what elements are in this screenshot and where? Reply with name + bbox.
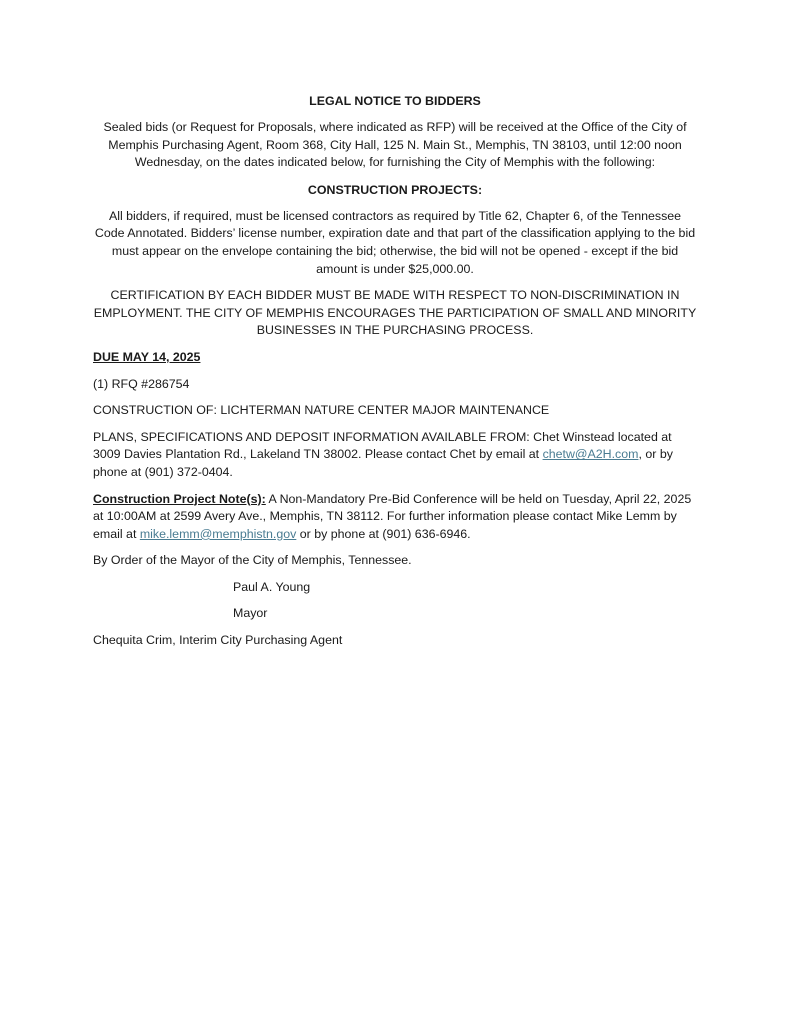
signer-title: Mayor [233, 606, 268, 621]
construction-of: CONSTRUCTION OF: LICHTERMAN NATURE CENTER MAJOR MAINTENANCE [93, 403, 550, 418]
plans-paragraph [93, 429, 697, 482]
due-date: DUE MAY 14, 2025 [93, 349, 201, 364]
order-line: By Order of the Mayor of the City of Memphis, Tennessee. [93, 553, 412, 568]
plans-text: PLANS, SPECIFICATIONS AND DEPOSIT INFORMATION AVAILABLE FROM: Chet Winstead located at 3009 Davies Plantation Rd., Lakeland TN 38002. Please contact Chet by email at [93, 429, 672, 462]
rfq-number: (1) RFQ #286754 [93, 376, 190, 391]
project-note-label: Construction Project Note(s): [93, 491, 266, 506]
mike-email-link[interactable]: mike.lemm@memphistn.gov [139, 526, 297, 541]
purchasing-agent-line: Chequita Crim, Interim City Purchasing Agent [93, 633, 343, 648]
project-note-text: A Non-Mandatory Pre-Bid Conference will be held on Tuesday, April 22, 2025 at 10:00AM at 2599 Avery Ave., Memphis, TN 38112. For further information please contact Mike Lemm by email at [93, 491, 692, 541]
intro-paragraph: Sealed bids (or Request for Proposals, where indicated as RFP) will be received at the Office of the City of Memphis Purchasing Agent, Room 368, City Hall, 125 N. Main St., Memphis, TN 38103, until 12:00 noon Wednesday, on the dates indicated below, for furnishing the City of Memphis with the following: [103, 120, 687, 170]
notice-title: LEGAL NOTICE TO BIDDERS [309, 94, 481, 108]
chet-email-link[interactable]: chetw@A2H.com [542, 447, 639, 462]
project-note-phone-text: or by phone at (901) 636-6946. [296, 526, 471, 541]
license-paragraph: All bidders, if required, must be licensed contractors as required by Title 62, Chapter 6, of the Tennessee Code Annotated. Bidders’ license number, expiration date and that part of the classification applying to the bid must appear on the envelope containing the bid; otherwise, the bid will not be opened - except if the bid amount is under $25,000.00. [94, 208, 696, 276]
project-note-paragraph [93, 491, 697, 544]
plans-phone-text: , or by phone at (901) 372-0404. [93, 447, 673, 479]
signer-name: Paul A. Young [233, 579, 311, 594]
notice-body [93, 92, 697, 659]
certification-paragraph: CERTIFICATION BY EACH BIDDER MUST BE MADE WITH RESPECT TO NON-DISCRIMINATION IN EMPLOYMENT. THE CITY OF MEMPHIS ENCOURAGES THE PARTICIPATION OF SMALL AND MINORITY BUSINESSES IN THE PURCHASING PROCESS. [93, 288, 697, 338]
section-heading: CONSTRUCTION PROJECTS: [307, 182, 483, 197]
